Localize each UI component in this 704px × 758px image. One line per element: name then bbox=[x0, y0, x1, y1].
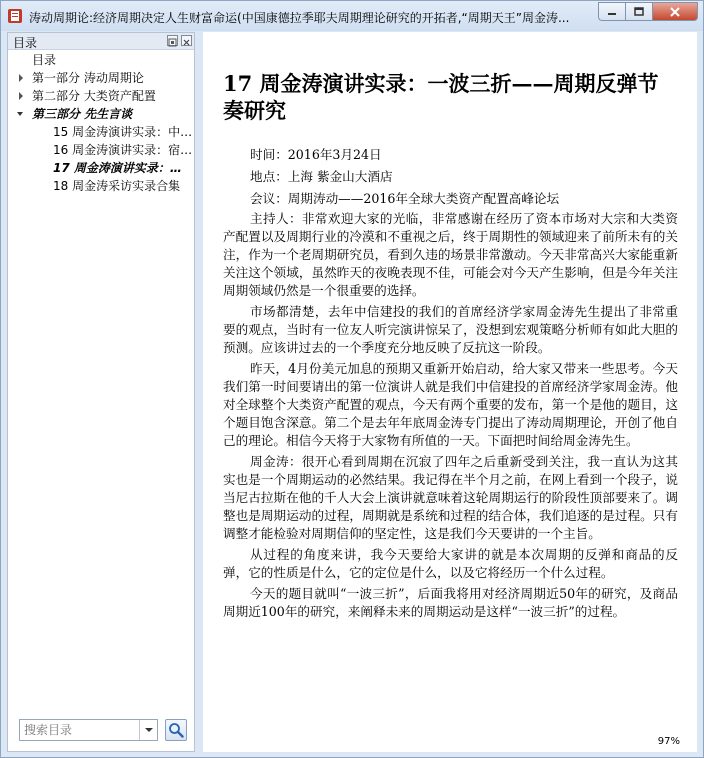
toc-tree bbox=[8, 51, 194, 195]
expand-arrow-icon[interactable] bbox=[16, 87, 26, 105]
document-view[interactable] bbox=[203, 32, 697, 752]
paragraph: 昨天，4月份美元加息的预期又重新开始启动，给大家又带来一些思考。今天我们第一时间要请出的第一位演讲人就是我们中信建投的首席经济学家周金涛。他对全球整个大类资产配置的观点，今天有两个重要的发布，第一个是他的题目，这个题目饱含深意。第二个是去年年底周金涛专门提出了涛动周期理论，开创了他自己的理论。相信今天将于大家物有所值的一天。下面把时间给周金涛先生。 bbox=[223, 361, 678, 448]
window-title: 涛动周期论:经济周期决定人生财富命运(中国康德拉季耶夫周期理论研究的开拓者,“周期天王”周金涛... bbox=[29, 11, 570, 25]
undock-icon bbox=[168, 38, 177, 47]
maximize-button[interactable] bbox=[625, 2, 652, 21]
toc-item-label: 第二部分 大类资产配置 bbox=[32, 89, 156, 103]
panel-close-button[interactable] bbox=[181, 35, 192, 46]
toc-item[interactable] bbox=[8, 141, 194, 159]
maximize-icon bbox=[634, 7, 644, 17]
expand-arrow-icon[interactable] bbox=[16, 69, 26, 87]
search-button[interactable] bbox=[165, 719, 187, 741]
collapse-arrow-icon[interactable] bbox=[15, 105, 25, 123]
paragraph: 从过程的角度来讲，我今天要给大家讲的就是本次周期的反弹和商品的反弹，它的性质是什么，它的定位是什么，以及它将经历一个什么过程。 bbox=[223, 547, 678, 580]
title-bar[interactable] bbox=[1, 1, 703, 31]
toc-item[interactable] bbox=[8, 177, 194, 195]
toc-item[interactable] bbox=[8, 87, 194, 105]
search-dropdown-button[interactable] bbox=[139, 720, 157, 740]
paragraph: 市场都清楚，去年中信建投的我们的首席经济学家周金涛先生提出了非常重要的观点，当时有一位友人听完演讲惊呆了，没想到宏观策略分析师有如此大胆的预测。应该讲过去的一个季度充分地反映了反抗这一阶段。 bbox=[223, 304, 678, 355]
toc-panel-header bbox=[8, 33, 194, 50]
app-icon bbox=[7, 8, 23, 24]
toc-item-label: 第一部分 涛动周期论 bbox=[32, 71, 144, 85]
toc-item-label: 16 周金涛演讲实录：宿… bbox=[53, 143, 193, 157]
toc-item-label: 第三部分 先生言谈 bbox=[32, 107, 133, 121]
toc-panel-title: 目录 bbox=[13, 36, 38, 50]
zoom-indicator: 97% bbox=[657, 736, 680, 747]
toc-item[interactable] bbox=[8, 51, 194, 69]
meta-place: 地点：上海 紫金山大酒店 bbox=[250, 169, 393, 184]
chevron-down-icon bbox=[145, 727, 153, 733]
toc-item-label: 目录 bbox=[32, 53, 57, 67]
toc-item[interactable] bbox=[8, 123, 194, 141]
paragraph: 今天的题目就叫“一波三折”，后面我将用对经济周期近50年的研究，及商品周期近100年的研究，来阐释未来的周期运动是这样“一波三折”的过程。 bbox=[223, 586, 678, 619]
toc-item-label: 18 周金涛采访实录合集 bbox=[53, 179, 181, 193]
close-button[interactable] bbox=[652, 2, 698, 21]
toc-item-selected[interactable] bbox=[8, 159, 194, 177]
toc-item-label: 15 周金涛演讲实录：中… bbox=[53, 125, 193, 139]
close-icon bbox=[669, 6, 681, 18]
paragraph: 周金涛：很开心看到周期在沉寂了四年之后重新受到关注，我一直认为这其实也是一个周期运动的必然结果。我记得在半个月之前，在网上看到一个段子，说当尼古拉斯在他的千人大会上演讲就意味着这轮周期运行的阶段性顶部要来了。调整也是周期运动的过程，周期就是系统和过程的结合体，我们追逐的是过程。只有调整才能检验对周期信仰的坚定性，这是我们今天要讲的一个主旨。 bbox=[223, 454, 678, 541]
toc-item-label: 17 周金涛演讲实录：… bbox=[53, 161, 182, 175]
toc-search-input[interactable] bbox=[20, 720, 138, 740]
undock-button[interactable] bbox=[167, 35, 178, 46]
paragraph: 主持人：非常欢迎大家的光临，非常感谢在经历了资本市场对大宗和大类资产配置以及周期行业的冷漠和不重视之后，终于周期性的领域迎来了前所未有的关注，作为一个老周期研究员，看到久违的场景非常激动。今天非常高兴大家能重新关注这个领域，虽然昨天的夜晚表现不佳，可能会对今天产生影响，但是今年关注周期领域仍然是一个很重要的选择。 bbox=[223, 211, 678, 298]
minimize-button[interactable] bbox=[598, 2, 625, 21]
toc-search-box bbox=[19, 719, 158, 741]
close-icon bbox=[182, 38, 191, 47]
toc-panel bbox=[7, 32, 195, 752]
chapter-title: 17 周金涛演讲实录：一波三折——周期反弹节奏研究 bbox=[223, 71, 659, 123]
meta-meeting: 会议：周期涛动——2016年全球大类资产配置高峰论坛 bbox=[250, 191, 560, 206]
document-page bbox=[223, 32, 678, 624]
toc-item[interactable] bbox=[8, 69, 194, 87]
search-icon bbox=[168, 722, 184, 738]
meta-time: 时间：2016年3月24日 bbox=[250, 147, 382, 162]
minimize-icon bbox=[607, 7, 617, 17]
toc-item[interactable] bbox=[8, 105, 194, 123]
